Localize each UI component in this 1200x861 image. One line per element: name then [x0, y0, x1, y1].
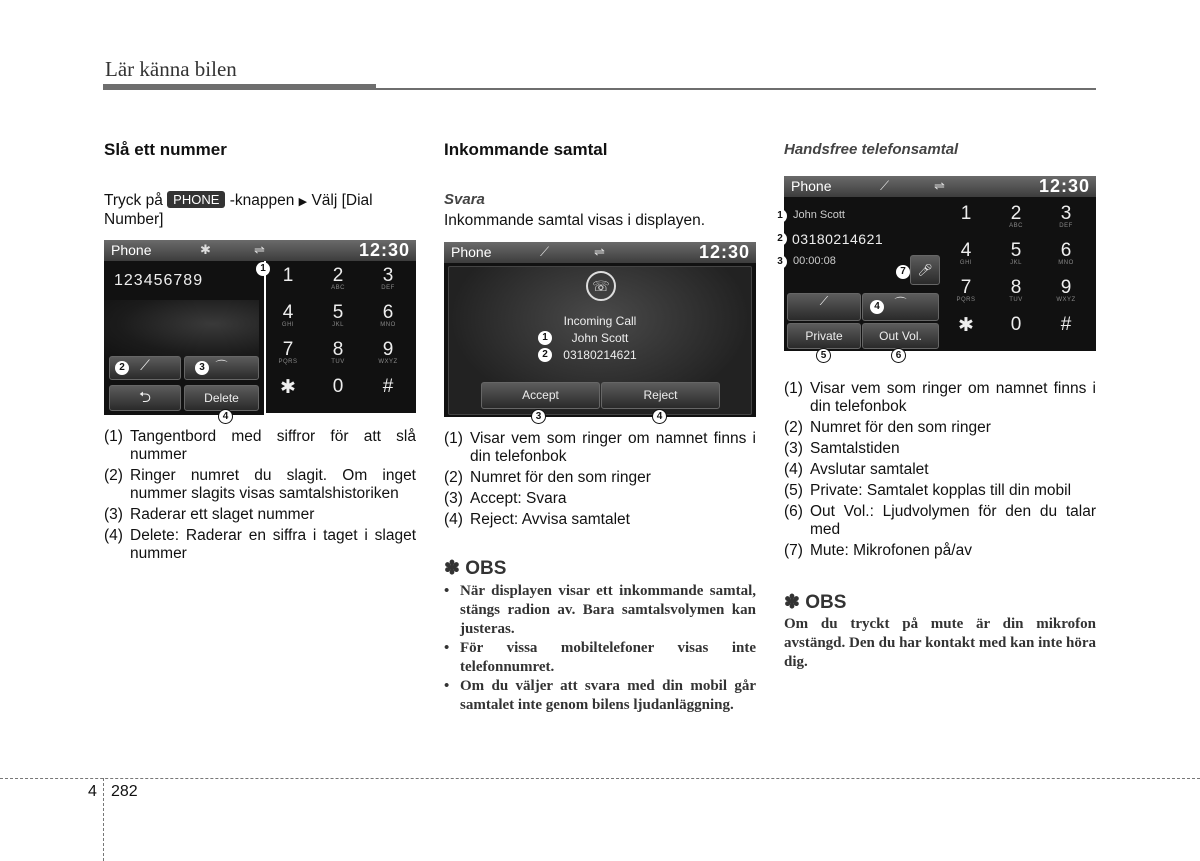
phone-status-icon: ⟋ — [880, 178, 890, 193]
keypad-key[interactable] — [1042, 314, 1090, 350]
screen-title: Phone — [791, 178, 832, 194]
caller-name: John Scott — [793, 209, 845, 221]
usb-icon: ⇌ — [254, 242, 265, 257]
section-title-dial: Slå ett nummer — [104, 140, 227, 159]
keypad-key[interactable] — [942, 240, 990, 276]
key-letters: TUV — [1009, 297, 1023, 303]
keypad-key[interactable] — [992, 277, 1040, 313]
call-button[interactable] — [787, 293, 861, 321]
key-digit: 5 — [332, 302, 344, 323]
obs-heading: ✽ OBS — [784, 592, 847, 613]
key-digit: 9 — [1060, 277, 1072, 298]
key-digit: 6 — [382, 302, 394, 323]
list-item: (4) Reject: Avvisa samtalet — [444, 511, 630, 528]
intro-prefix: Tryck på — [104, 192, 163, 209]
list-item: (5) Private: Samtalet kopplas till din mobil — [784, 482, 1072, 499]
phone-hangup-icon: ⌒ — [215, 359, 228, 373]
phone-hangup-icon: ⌒ — [894, 296, 907, 310]
key-letters: PQRS — [956, 297, 976, 303]
key-letters: PQRS — [278, 359, 298, 365]
key-letters: ABC — [331, 285, 345, 291]
private-button[interactable]: Private — [787, 323, 861, 349]
screen-title: Phone — [451, 244, 492, 260]
header-rule-thin — [376, 88, 1096, 90]
dialed-number: 123456789 — [114, 272, 204, 289]
caller-number: 03180214621 — [563, 348, 637, 362]
clock: 12:30 — [358, 240, 410, 260]
keypad-key[interactable] — [992, 240, 1040, 276]
page-number: 282 — [111, 783, 138, 800]
keypad-key[interactable] — [1042, 240, 1090, 276]
arrow-right-icon: ▶ — [298, 196, 308, 208]
phone-ring-icon: ☏ — [586, 271, 616, 301]
callout-marker: 2 — [538, 348, 552, 362]
list-item: (4) Avslutar samtalet — [784, 461, 929, 478]
chapter-number: 4 — [88, 783, 97, 800]
key-letters: JKL — [332, 322, 344, 328]
handsfree-screen — [784, 176, 1096, 351]
list-item: • För vissa mobiltelefoner visas inte telefonnumret. — [444, 640, 756, 675]
key-digit: 8 — [332, 339, 344, 360]
incoming-intro: Inkommande samtal visas i displayen. — [444, 212, 706, 229]
list-item: (1) Visar vem som ringer om namnet finns i din telefonbok — [784, 380, 1096, 415]
list-item: (4) Delete: Raderar en siffra i taget i slaget nummer — [104, 527, 416, 562]
keypad-key[interactable] — [992, 203, 1040, 239]
list-item: (2) Numret för den som ringer — [784, 419, 991, 436]
callout-marker: 4 — [652, 409, 667, 424]
key-letters: MNO — [1058, 260, 1074, 266]
clock: 12:30 — [1038, 176, 1090, 196]
section-title-incoming: Inkommande samtal — [444, 140, 608, 159]
list-item: • Om du väljer att svara med din mobil går samtalet inte genom bilens ljudanläggning. — [444, 678, 756, 713]
callout-marker: 6 — [891, 348, 906, 363]
status-bar — [784, 176, 1096, 197]
keypad-key[interactable] — [942, 277, 990, 313]
keypad-key[interactable] — [364, 376, 412, 412]
incoming-label: Incoming Call — [563, 314, 637, 328]
key-letters: WXYZ — [378, 359, 398, 365]
phone-key-label: PHONE — [167, 191, 225, 208]
callout-marker: 2 — [115, 361, 129, 375]
key-digit: 5 — [1010, 240, 1022, 261]
usb-icon: ⇌ — [594, 244, 605, 259]
key-digit: 9 — [382, 339, 394, 360]
list-item: (6) Out Vol.: Ljudvolymen för den du talar med — [784, 503, 1096, 538]
key-digit: # — [1060, 314, 1072, 335]
bluetooth-icon: ✱ — [200, 242, 211, 257]
mute-button[interactable] — [910, 255, 940, 285]
dial-list — [104, 428, 416, 566]
list-item: (3) Samtalstiden — [784, 440, 900, 457]
delete-button[interactable]: Delete — [184, 385, 259, 411]
footer-rule — [0, 778, 1200, 779]
caller-name: John Scott — [571, 331, 629, 345]
handsfree-list — [784, 380, 1096, 563]
usb-icon: ⇌ — [934, 178, 945, 193]
keypad-key[interactable] — [942, 203, 990, 239]
list-item: (1) Tangentbord med siffror för att slå nummer — [104, 428, 416, 463]
back-arrow-icon: ⮌ — [138, 389, 151, 406]
obs-heading: ✽ OBS — [444, 558, 507, 579]
keypad-key[interactable] — [992, 314, 1040, 350]
keypad-key[interactable] — [264, 302, 312, 338]
keypad-key[interactable] — [314, 302, 362, 338]
key-letters: TUV — [331, 359, 345, 365]
key-digit: 3 — [382, 265, 394, 286]
running-header: Lär känna bilen — [105, 57, 237, 81]
callout-marker: 1 — [538, 331, 552, 345]
list-item: (1) Visar vem som ringer om namnet finns i din telefonbok — [444, 430, 756, 465]
call-duration: 00:00:08 — [793, 255, 836, 267]
callout-marker: 4 — [870, 300, 884, 314]
keypad-key[interactable] — [1042, 277, 1090, 313]
intro-end: Välj [Dial Number] — [104, 192, 373, 228]
list-item: (7) Mute: Mikrofonen på/av — [784, 542, 972, 559]
obs-note: Om du tryckt på mute är din mikrofon avstängd. Den du har kontakt med kan inte höra dig. — [784, 616, 1096, 670]
keypad-key[interactable] — [264, 339, 312, 375]
key-letters: JKL — [1010, 260, 1022, 266]
key-digit: 8 — [1010, 277, 1022, 298]
key-digit: 7 — [282, 339, 294, 360]
subtitle-answer: Svara — [444, 191, 485, 208]
key-letters: ABC — [1009, 223, 1023, 229]
key-digit: 7 — [960, 277, 972, 298]
key-digit: 2 — [332, 265, 344, 286]
key-digit: 1 — [960, 203, 972, 224]
dial-intro — [104, 191, 418, 229]
key-letters: DEF — [1059, 223, 1073, 229]
keypad-key[interactable] — [364, 339, 412, 375]
callout-marker: 3 — [531, 409, 546, 424]
caller-number: 03180214621 — [792, 231, 884, 247]
microphone-icon: 🎤︎ — [917, 263, 933, 277]
list-item: (2) Numret för den som ringer — [444, 469, 651, 486]
key-letters: WXYZ — [1056, 297, 1076, 303]
phone-call-icon: ⟋ — [140, 357, 150, 373]
out-vol-button[interactable]: Out Vol. — [862, 323, 939, 349]
key-digit: 1 — [282, 265, 294, 286]
reject-button[interactable]: Reject — [601, 382, 720, 409]
list-item: • När displayen visar ett inkommande samtal, stängs radion av. Bara samtalsvolymen kan justeras. — [444, 583, 756, 637]
key-digit: 2 — [1010, 203, 1022, 224]
key-digit: 4 — [282, 302, 294, 323]
obs-bullets — [444, 582, 756, 715]
incoming-screen — [444, 242, 756, 417]
key-digit: ✱ — [958, 315, 974, 336]
keypad-key[interactable] — [314, 265, 362, 301]
callout-marker: 7 — [896, 265, 910, 279]
key-digit: # — [382, 376, 394, 397]
key-digit: 6 — [1060, 240, 1072, 261]
key-letters: GHI — [281, 322, 295, 328]
header-rule-thick — [103, 84, 376, 90]
key-digit: 0 — [1010, 314, 1022, 335]
accept-button[interactable]: Accept — [481, 382, 600, 409]
key-digit: ✱ — [280, 377, 296, 398]
key-letters: DEF — [381, 285, 395, 291]
back-button[interactable] — [109, 385, 181, 411]
screen-decoration — [104, 300, 259, 360]
status-bar — [444, 242, 756, 263]
keypad-key[interactable] — [364, 265, 412, 301]
list-item: (3) Accept: Svara — [444, 490, 567, 507]
callout-marker: 4 — [218, 409, 233, 424]
footer-divider — [103, 778, 104, 861]
keypad-key[interactable] — [264, 376, 312, 412]
callout-marker: 1 — [256, 262, 270, 276]
key-letters: MNO — [380, 322, 396, 328]
status-bar — [104, 240, 416, 261]
phone-call-icon: ⟋ — [819, 294, 829, 308]
clock: 12:30 — [698, 242, 750, 262]
keypad-key[interactable] — [942, 314, 990, 350]
keypad-key[interactable] — [1042, 203, 1090, 239]
callout-marker: 2 — [773, 232, 787, 246]
keypad-key[interactable] — [364, 302, 412, 338]
intro-suffix: -knappen — [229, 192, 295, 209]
list-item: (3) Raderar ett slaget nummer — [104, 506, 315, 523]
key-letters: GHI — [959, 260, 973, 266]
callout-marker: 1 — [773, 209, 787, 223]
subtitle-handsfree: Handsfree telefonsamtal — [784, 141, 959, 158]
screen-title: Phone — [111, 242, 152, 258]
keypad-key[interactable] — [314, 339, 362, 375]
key-digit: 4 — [960, 240, 972, 261]
incoming-list — [444, 430, 756, 532]
key-digit: 0 — [332, 376, 344, 397]
keypad-key[interactable] — [264, 265, 312, 301]
list-item: (2) Ringer numret du slagit. Om inget nummer slagits visas samtalshistoriken — [104, 467, 416, 502]
keypad-key[interactable] — [314, 376, 362, 412]
callout-marker: 3 — [195, 361, 209, 375]
phone-status-icon: ⟋ — [540, 244, 550, 259]
callout-marker: 3 — [773, 255, 787, 269]
callout-marker: 5 — [816, 348, 831, 363]
key-digit: 3 — [1060, 203, 1072, 224]
